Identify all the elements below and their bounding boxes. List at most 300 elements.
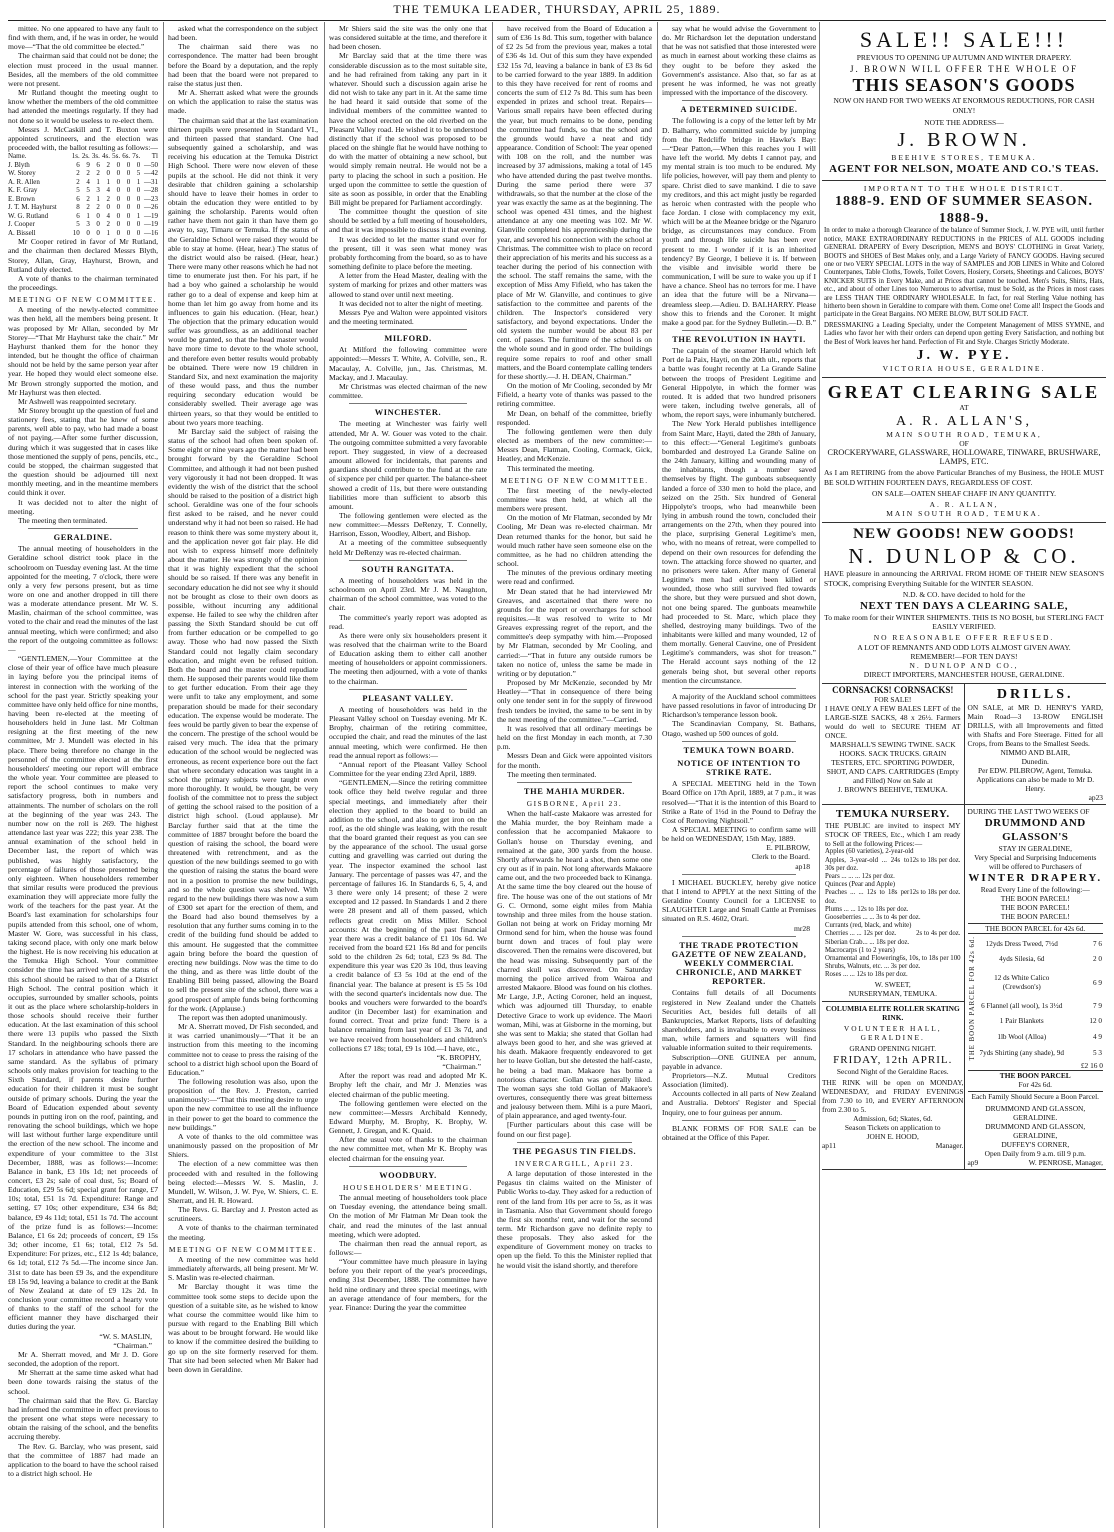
signature-line: “Chairman.” xyxy=(442,1062,481,1072)
paragraph: Mr Dean stated that he had interviewed Mr Greaves, and ascertained that there were no grounds for the report or overcharges for school requisites.—It was resolved to write to Mr Greaves expressing regret of the report, and the committee's deep sympathy with him.—Proposed by Mr Flatman, seconded by Mr Cooling, and carried:—“That in future any outside rumors be taken no notice of, unless the same be made in writing or by deputation.” xyxy=(497,586,652,678)
paragraph: After the report was read and adopted Mr K. Brophy left the chair, and Mr J. Menzies was elected chairman of the public meeting. xyxy=(329,1071,487,1099)
paragraph: The first meeting of the newly-elected committee was then held, at which all the members were present. xyxy=(497,485,652,514)
ballot-cell: 2 xyxy=(76,169,80,178)
boon-parcel-row xyxy=(977,967,1104,998)
signature-line: “W. S. MASLIN, xyxy=(99,1331,152,1341)
allan-body: As I am RETIRING from the above Particular Branches of my Business, the HOLE MUST BE SOLD WITHIN FOURTEEN DAYS, REGARDLESS OF COST. xyxy=(824,468,1104,487)
ballot-row xyxy=(8,195,158,204)
paragraph: The meeting then terminated. xyxy=(507,769,597,779)
paragraph: The meeting at Winchester was fairly well attended, Mr A. W. Gouer was voted to the chair. The outgoing committee submitted a very favorable report. They suggested, in view of a decreased amount allowed for incidentals, that parents and guardians should contribute to the fund at the rate of sixpence per child per quarter. The balance-sheet showed a credit of 11s, but there were outstanding liabilities more than sufficient to absorb this amount. xyxy=(329,419,487,511)
drummond-open: Open Daily from 9 a.m. till 9 p.m. xyxy=(984,1148,1086,1158)
paragraph: A vote of thanks to the chairman terminated the meeting. xyxy=(168,1223,318,1242)
paragraph: Messrs Pye and Walton were appointed visitors and the meeting terminated. xyxy=(329,307,487,326)
ballot-cell: A. R. Allen xyxy=(8,177,40,186)
drummond-body: Very Special and Surprising Inducements will be offered to Purchasers of xyxy=(974,853,1097,872)
nursery-body: THE PUBLIC are invited to inspect MY STOCK OF TREES, Etc., which I am ready to Sell at the following Prices:— xyxy=(825,821,961,849)
dunlop-refused: NO REASONABLE OFFER REFUSED. xyxy=(873,633,1055,643)
article-subheading: MEETING OF NEW COMMITTEE. xyxy=(500,475,649,485)
nursery-price-cell: Ornamental and Flowering Shrubs, Walnuts, etc. ... 3s per doz. xyxy=(825,955,921,971)
paragraph: say what he would advise the Government to do. Mr Richardson let the deputation understand that he was not satisfied that those interested were as much in earnest about working these claims as they ought to be before they asked the Government's assistance. Also that, so far as at present he was informed, he was not greatly impressed with the importance of the discovery. xyxy=(662,24,816,98)
nursery-price-row xyxy=(825,914,961,922)
dunlop-body: HAVE pleasure in announcing the ARRIVAL FROM HOME OF THEIR NEW SEASON'S STOCK, comprising Everything Suitable for the WINTER SEASON. xyxy=(824,569,1104,588)
dunlop-signature-address: DIRECT IMPORTERS, MANCHESTER HOUSE, GERALDINE. xyxy=(863,670,1065,680)
article-heading: WINCHESTER. xyxy=(374,408,442,418)
article-column-4 xyxy=(497,24,652,1528)
sale-name: J. BROWN. xyxy=(897,129,1031,152)
section-divider xyxy=(349,403,467,404)
ballot-row xyxy=(8,161,158,170)
article-heading: TEMUKA TOWN BOARD. xyxy=(683,745,795,755)
boon-each-family: Each Family Should Secure a Boon Parcel. xyxy=(968,1091,1104,1101)
ballot-cell: 0 xyxy=(106,169,110,178)
paragraph: The following is a copy of the letter left by Mr D. Balharry, who committed suicide by jumping from the Redcliffe bridge in Hawke's Bay:—“Dear Patton,—When this reaches you I will have left the world. My debts I cannot pay, and my mental strain is too much to be endured. My life policies, however, will pay them and plenty to spare. Christ died to save mankind. I die to save my creditors, and this act might justly be regarded as heroic when contrasted with the people who face Jordan. I close with complacency my exit, which will be at the Meanee bridge or the Ngaruro bridge, as circumstances may conduce. From youth and through life suicide has been ever present to me. I wonder if it is an inherited tendency? By George, I believe it is. If between the visible and invisible world there be communication, I will be sure to wake you up if I have a chance. Sheol has no terrors for me. I have an idea that the future will be a Nirvana—dreamless sleep.—Adieu. D. BALHARRY. Please show this to friends and the Coroner. It might make a good par. for the Sydney Bulletin.—D. B.” xyxy=(662,116,816,327)
paragraph: It was decided not to alter the night of meeting. xyxy=(8,497,158,516)
pye-body: In order to make a thorough Clearance of the balance of Summer Stock, J. W. PYE will, until further notice, MAKE EXTRAORDINARY REDUCTIONS in the PRICES of ALL GOODS including GENERAL DRAPERY of Every Description, MEN'S and BOYS' CLOTHING in Great Variety, BOOTS and SHOES of Best Makes only, and a Large Variety of FANCY GOODS. Having secured one or two VERY SPECIAL LOTS in the way of SAMPLES and JOB LINES in White and Colored Counterpanes, Table Cloths, Towels, Toilet Covers, Hosiery, Corsets, Sheetings and Calicoes, BOYS' KNICKER SUITS in Every Make, and at Prices that cannot be touched. Men's Suits, Shirts, Hats, etc., and about of other Lines too Numerous to advertise, must be Sold, as the Prices in most cases are LESS THAN THE ORDINARY WHOLESALE. In fact, for real Sterling Value nothing has hitherto been shown in Geraldine to compare with them. Come one! Come all! Inspect the Goods and participate in the Great Bargains. NO MERE BLOW, BUT SOLID FACT. xyxy=(824,227,1104,319)
article-column-2 xyxy=(168,24,318,1528)
section-divider xyxy=(682,741,796,742)
nursery-price-cell: Pears ... ... ... 12s per doz. xyxy=(825,872,895,880)
paragraph: A large deputation of those interested in the Pegasus tin claims waited on the Minister of Public Works to-day. They asked for a reduction of rent of the land from 10s per acre to 5s, as it was in Tasmania. Also that Government should forego the first six months' rent, and wait for the second term. Mr Richardson gave no definite reply to these proposals. They also asked for the expenditure of Government money on tracks to open up the field. To this the Minister replied that he would visit the island shortly, and therefore xyxy=(497,1169,652,1270)
paragraph: The chairman said there was no correspondence. The matter had been brought before the Board by a deputation, and the reply had been that the board were not prepared to raise the status just then. xyxy=(168,42,318,88)
paragraph: The annual meeting of householders took place on Tuesday evening, the attendance being small. On the motion of Mr Flatman Mr Dean took the chair, and read the minutes of the last annual meeting, which were adopted. xyxy=(329,1193,487,1239)
section-divider xyxy=(682,1120,796,1121)
allan-name: A. R. ALLAN'S, xyxy=(896,413,1032,429)
column-rule xyxy=(492,22,493,1528)
ballot-cell: 0 xyxy=(126,186,131,195)
drills-signature-place: Dunedin. xyxy=(1021,757,1049,767)
nursery-price-cell: 12s to 18s per doz. xyxy=(909,856,961,864)
cornsacks-forsale: FOR SALE! xyxy=(874,695,912,705)
signature-line: “K. BROPHY, xyxy=(436,1052,481,1062)
boon-parcel-table xyxy=(977,936,1104,1060)
ballot-cell: —50 xyxy=(144,160,158,169)
ballot-cell: 0 xyxy=(106,203,110,212)
masthead-rule xyxy=(8,20,1106,21)
sale-headline: SALE!! SALE!!! xyxy=(859,27,1069,52)
paragraph: The captain of the steamer Harold which left Port de la Paix, Hayti, on the 20th ult., reports that a battle was fought recently at La Grande Saline between the troops of President Legitime and General Hippolyte, in which the former was routed. It is added that two hundred prisoners were taken, including twelve generals, all of whom, the report says, were inhumanly butchered. xyxy=(662,346,816,420)
ballot-cell: 1 xyxy=(136,211,141,220)
nursery-price-cell: Siberian Crab... ... 18s per doz. xyxy=(825,938,910,946)
dunlop-ad xyxy=(822,523,1106,684)
nursery-price-cell: Macrocarps (1 to 2 years) xyxy=(825,946,895,954)
ballot-row xyxy=(8,178,158,187)
skating-season: Season Tickets on application to xyxy=(844,1122,941,1132)
article-column-1 xyxy=(8,24,158,1528)
nursery-price-row xyxy=(825,881,961,889)
nursery-column xyxy=(822,805,964,1168)
nursery-signature: W. SWEET, xyxy=(874,979,911,989)
dunlop-remember: REMEMBER!—FOR TEN DAYS! xyxy=(910,651,1018,661)
ballot-cell: 0 xyxy=(116,186,121,195)
paragraph: [Further particulars about this case will be found on our first page]. xyxy=(497,1120,652,1139)
sale-now: NOW ON HAND FOR TWO WEEKS AT ENORMOUS REDUCTIONS, FOR CASH ONLY! xyxy=(833,96,1095,115)
ballot-cell: 0 xyxy=(116,177,121,186)
nursery-price-cell: 12s to 18s per doz. xyxy=(909,889,961,897)
section-divider xyxy=(682,100,796,101)
paragraph: As there were only six householders present it was resolved that the chairman write to the Board of Education asking them to either call another meeting of householders or appoint commissioners. The meeting then adjourned, with a vote of thanks to the chairman. xyxy=(329,630,487,686)
nursery-price-list xyxy=(825,848,961,979)
pye-season: 1888-9. END OF SUMMER SEASON. 1888-9. xyxy=(835,194,1093,227)
cornsacks-ad xyxy=(822,684,964,804)
skating-ad xyxy=(822,1001,964,1150)
section-divider xyxy=(682,936,796,937)
nursery-title: TEMUKA NURSERY. xyxy=(835,808,950,821)
skating-admission: Admission, 6d; Skates, 6d. xyxy=(853,1113,933,1123)
paragraph: “Annual report of the Pleasant Valley School Committee for the year ending 23rd April, 1889. xyxy=(329,759,487,779)
article-heading: A DETERMINED SUICIDE. xyxy=(680,105,798,115)
nursery-price-cell: Gooseberries ... ... 3s to 4s per doz. xyxy=(825,914,921,921)
drummond-read: Read Every Line of the following:— xyxy=(980,885,1090,895)
paragraph: Subscription—ONE GUINEA per annum, payable in advance. xyxy=(662,1052,816,1071)
ballot-cell: 0 xyxy=(116,228,121,237)
drummond-corner: DUFFEY'S CORNER, xyxy=(1001,1139,1070,1149)
ballot-header-cell: Tl xyxy=(151,152,158,161)
paragraph: A SPECIAL MEETING held in the Town Board Office on 17th April, 1889, at 7 p.m., it was resolved—“That it is the intention of this Board to Strike a Rate of 1½d in the Pound to Defray the Cost of Removing Nightsoil.” xyxy=(662,779,816,825)
ballot-cell: 5 xyxy=(86,186,90,195)
ballot-cell: —23 xyxy=(144,194,158,203)
drummond-signature-2: DRUMMOND AND GLASSON, xyxy=(985,1121,1086,1131)
cornsacks-signature: J. BROWN'S BEEHIVE, TEMUKA. xyxy=(837,785,948,795)
brown-sale-ad xyxy=(822,24,1106,181)
article-heading: PLEASANT VALLEY. xyxy=(362,693,454,703)
nursery-price-cell: Apples (60 varieties), 2-year-old xyxy=(825,848,914,856)
ballot-cell: 1 xyxy=(96,177,100,186)
ballot-cell: 0 xyxy=(136,228,141,237)
ballot-cell: 3 xyxy=(86,220,90,229)
paragraph: A majority of the Auckland school committees have passed resolutions in favor of introducing Dr Richardson's temperance lesson book. xyxy=(662,691,816,720)
allan-ad xyxy=(822,378,1106,523)
ballot-cell: 0 xyxy=(126,203,131,212)
boon-price: For 42s 6d. xyxy=(1018,1079,1052,1089)
paragraph: The minutes of the previous ordinary meeting were read and confirmed. xyxy=(497,568,652,587)
ballot-cell: W. G. Rutland xyxy=(8,211,49,220)
drummond-manager: W. PENROSE, Manager, xyxy=(1028,1157,1103,1167)
cornsacks-body: I HAVE ONLY A FEW BALES LEFT of the LARGE-SIZE SACKS, 48 x 26½. Farmers would do well to SECURE THEM AT ONCE. xyxy=(825,704,961,741)
drummond-stay: STAY IN GERALDINE, xyxy=(998,844,1072,854)
skating-grand: GRAND OPENING NIGHT. xyxy=(849,1043,937,1053)
ballot-cell: 0 xyxy=(126,228,131,237)
ballot-cell: 9 xyxy=(86,160,90,169)
boon-parcel-row xyxy=(977,952,1104,968)
boon-price-cell: 12 0 xyxy=(1089,1017,1102,1026)
ballot-cell: 10 xyxy=(72,228,80,237)
boon-item: 6 Flannel (all wool), 1s 3½d xyxy=(981,1001,1063,1010)
paragraph: It was decided to let the matter stand over for the present, till it was seen what money was probably forthcoming from the board, so as to have something definite to place before the meeting. xyxy=(329,234,487,272)
paragraph: asked what the correspondence on the subject had been. xyxy=(168,24,318,43)
article-column-3 xyxy=(329,24,487,1528)
ballot-cell: 1 xyxy=(96,194,100,203)
article-heading: THE PEGASUS TIN FIELDS. xyxy=(512,1146,637,1156)
drummond-signature: DRUMMOND AND GLASSON, xyxy=(985,1103,1086,1113)
paragraph: The chairman then read the annual report, as follows:— xyxy=(329,1238,487,1257)
paragraph: Messrs Dean and Gick were appointed visitors for the month. xyxy=(497,751,652,770)
ballot-cell: 0 xyxy=(136,186,141,195)
nursery-price-row xyxy=(825,848,961,856)
allan-goods: CROCKERYWARE, GLASSWARE, HOLLOWARE, TINWARE, BRUSHWARE, LAMPS, ETC. xyxy=(827,447,1101,467)
ballot-header-cell: 7s. xyxy=(132,152,141,161)
nursery-price-cell: Cherries ... ... 12s per doz. xyxy=(825,930,897,938)
drummond-ad xyxy=(964,805,1107,1168)
skating-code: ap11 xyxy=(822,1140,837,1150)
ballot-cell: 4 xyxy=(106,211,110,220)
paragraph: Mr A. Sherratt moved, and Mr J. D. Gore seconded, the adoption of the report. xyxy=(8,1349,158,1369)
allan-address: MAIN SOUTH ROAD, TEMUKA, xyxy=(886,429,1042,439)
nursery-price-cell: Peaches ... ... 12s to 18s per doz. xyxy=(825,889,910,905)
signature-line: E. PILBROW, xyxy=(766,843,810,853)
article-subheading: MEETING OF NEW COMMITTEE. xyxy=(8,295,158,305)
paragraph: Proposed by Mr McKenzie, seconded by Mr Heatley—“That in consequence of there being only one tender sent in for the supply of firewood fresh tenders be invited, the same to be sent in by the next meeting of the committee.”—Carried. xyxy=(497,678,652,724)
ballot-cell: 4 xyxy=(86,177,90,186)
boon-total: £2 16 0 xyxy=(1080,1060,1103,1070)
ballot-cell: 0 xyxy=(136,160,141,169)
ballot-cell: 4 xyxy=(106,186,110,195)
article-heading: GERALDINE. xyxy=(53,533,113,543)
drills-ad xyxy=(964,684,1107,804)
paragraph: The meeting then terminated. xyxy=(18,515,108,525)
skating-second: Second Night of the Geraldine Races. xyxy=(836,1066,949,1076)
article-heading: WOODBURY. xyxy=(379,1170,437,1180)
ballot-cell: 1 xyxy=(106,177,110,186)
article-heading: MILFORD. xyxy=(384,334,432,344)
ballot-cell: 2 xyxy=(106,160,110,169)
nursery-price-cell: Apples, 3-year-old ... 24s to 30s per doz. xyxy=(825,856,910,872)
section-divider xyxy=(349,560,467,561)
ballot-cell: 2 xyxy=(96,169,100,178)
ballot-cell: J. Blyth xyxy=(8,160,30,169)
dunlop-name: N. DUNLOP & CO. xyxy=(848,544,1080,569)
ballot-cell: —26 xyxy=(144,203,158,212)
dunlop-room: To make room for their WINTER SHIPMENTS. THIS IS NO BOSH, but STERLING FACT EASILY VERIFIED. xyxy=(824,612,1104,632)
boon-parcel-row xyxy=(977,936,1104,952)
ballot-cell: 0 xyxy=(126,220,131,229)
pye-address: VICTORIA HOUSE, GERALDINE. xyxy=(882,364,1046,374)
ballot-cell: 0 xyxy=(116,211,121,220)
article-subheading: MEETING OF NEW COMMITTEE. xyxy=(168,1244,318,1254)
paragraph: This terminated the meeting. xyxy=(507,463,595,473)
ballot-cell: 2 xyxy=(86,169,90,178)
paragraph: Mr Barclay said the subject of raising the status of the school had often been spoken of. Some eight or nine years ago the matter had been brought forward by the Geraldine School Committee, and although it had not been pushed very vigorously it had not been dropped. It was evidently the wish of the district that the school should be raised to the position of a district high school. Geraldine was one of the four schools first asked to be raised, and he never could understand why it had not been so raised. He had reason to think there was some mystery about it, and the application never got fair play. He did not wish to express himself more definitely about the matter. He was strongly of the opinion that it was highly expedient that the school should be so raised. If there was any benefit in secondary education he did not see why it should not be brought as close to their own doors as possible, without incurring any additional expense. He failed to see why the children after passing the Sixth Standard should be cut off from further education or be compelled to go away. Those who had now passed the Sixth Standard could not legally claim secondary education, and might even be refused tuition. Both the board and the master could repudiate them. He supposed their parents would like them to get further education. From their age they were unfit to take any employment, and some preparation should be made for their secondary education. The expense would be moderate. The fees would be partly given to bear the expense of the concern. The prestige of the school would be raised very much. The idea that the primary education of the school would be neglected was erroneous, as recent experience bore out the fact that where secondary education was taught in a school the primary subjects were taught even more thoroughly. It would, be thought, be very foolish of the committee not to press the subject of getting the school raised to the position of a district high school. (Loud applause). Mr Barclay further said that at the time the committee of 1887 brought before the board the question of raising the school, the board were threatened with retrenchment, and as the question of the new buildings seemed to go with the question of raising the status the board were not in a position to promise the new buildings, and so the whole question was shelved. With regard to the new buildings there was now a sum of £300 set apart for the erection of them, and the Board had also bound themselves by a resolution that any further sums coming in to the credit of the building fund should be added to this amount. He suggested that the committee again bring before the board the question of erecting new buildings. Now was the time to do the thing, and as there was little doubt of the Enabling Bill being passed, allowing the Board to sell the present site of the school, there was a good prospect of ample funds being forthcoming for the work. (Applause.) xyxy=(168,426,318,1013)
paragraph: Mr Rutland thought the meeting ought to know whether the members of the old committee had attended the meetings regularly. If they had not done so it would be useless to re-elect them. xyxy=(8,88,158,125)
boon-price-cell: 6 9 xyxy=(1093,978,1102,987)
section-divider xyxy=(349,329,467,330)
ballot-cell: 0 xyxy=(116,169,121,178)
paragraph: Mr Sherratt at the same time asked what had been done towards raising the status of the school. xyxy=(8,1368,158,1396)
ballot-cell: 0 xyxy=(96,228,100,237)
paragraph: The report was then adopted unanimously. xyxy=(178,1012,307,1022)
paragraph: A vote of thanks to the old committee was unanimously passed on the proposition of Mr Shiers. xyxy=(168,1131,318,1160)
section-divider xyxy=(517,1142,632,1143)
paragraph: A meeting of householders was held in the Pleasant Valley school on Tuesday evening. Mr K. Brophy, chairman of the retiring committee, occupied the chair, and read the minutes of the last annual meeting, which were confirmed. He then read the annual report as follows:— xyxy=(329,704,487,760)
ballot-cell: E. Brown xyxy=(8,194,35,203)
paragraph: BLANK FORMS OF FOR SALE can be obtained at the Office of this Paper. xyxy=(662,1123,816,1142)
ballot-cell: 5 xyxy=(76,186,80,195)
drummond-code: ap9 xyxy=(967,1157,979,1167)
paragraph: The following gentlemen were elected on the new committee:—Messrs Archibald Kennedy, Edward Murphy, M. Brophy, K. Brophy, W. Gennett, J. Gregan, and K. Quaid. xyxy=(329,1098,487,1136)
ballot-cell: 2 xyxy=(96,203,100,212)
ballot-cell: 0 xyxy=(116,194,121,203)
ballot-cell: 0 xyxy=(136,194,141,203)
article-heading: THE REVOLUTION IN HAYTI. xyxy=(672,335,806,344)
article-heading: SOUTH RANGITATA. xyxy=(361,564,455,574)
boon-line-3: THE BOON PARCEL! xyxy=(1000,912,1070,922)
cornsacks-items: MARSHALL'S SEWING TWINE. SACK HOOKS. SACK TRUCKS. GRAIN TESTERS, ETC. SPORTING POWDER, SHOT, AND CAPS. CARTRIDGES (Empty and Filled) Now on Sale at xyxy=(826,740,959,786)
sale-note: NOTE THE ADDRESS— xyxy=(924,117,1004,127)
boon-item: 4yds Silesia, 6d xyxy=(999,955,1045,964)
drills-agent: Per EDW. PILBROW, Agent, Temuka. xyxy=(977,766,1093,776)
dunlop-signature: N. DUNLOP AND CO., xyxy=(909,660,1019,670)
ballot-results-table xyxy=(8,152,158,237)
drills-code: ap23 xyxy=(1088,793,1103,803)
column-rule xyxy=(819,22,820,1528)
boon-item: 12yds Dress Tweed, 7½d xyxy=(985,939,1058,948)
paragraph: I MICHAEL BUCKLEY, hereby give notice that I intend to APPLY at the next Sitting of the Geraldine County Council for a LICENSE to SLAUGHTER Large and Small Cattle at Premises situated on R.S. 4602, Orari. xyxy=(662,877,816,924)
ballot-cell: 5 xyxy=(76,220,80,229)
ads-row-cornsacks-drills xyxy=(822,684,1106,805)
article-heading: NOTICE OF INTENTION TO STRIKE RATE. xyxy=(677,758,801,778)
paragraph: Messrs J. McCaskill and T. Buxton were appointed scrutineers, and the election was proceeded with, the ballot resulting as follows:— xyxy=(8,124,158,153)
ballot-row xyxy=(8,212,158,221)
paragraph: The chairman said that could not be done; the election must proceed in the usual manner. Besides, all the members of the old committee were not present. xyxy=(8,51,158,88)
paragraph: A SPECIAL MEETING to confirm same will be held on WEDNESDAY, 15th May, 1889. xyxy=(662,824,816,844)
paragraph: On the motion of Mr Cooling, seconded by Mr Fifield, a hearty vote of thanks was passed to the retiring committee. xyxy=(497,381,652,409)
boon-price-cell: 2 0 xyxy=(1093,955,1102,964)
ballot-cell: 0 xyxy=(116,220,121,229)
drummond-name: DRUMMOND AND GLASSON'S xyxy=(984,817,1086,844)
nursery-price-cell: Quinces (Pear and Apple) xyxy=(825,881,896,889)
masthead: THE TEMUKA LEADER, THURSDAY, APRIL 25, 1889. xyxy=(393,2,721,16)
paragraph: Contains full details of all Documents registered in New Zealand under the Chattels Securities Act, besides full details of all Bankruptcies, Market Reports, lists of defaulting shareholders, and is invaluable to every business man, while farmers and squatters will find valuable information suited to their requirements. xyxy=(662,988,816,1053)
nursery-price-row xyxy=(825,922,961,930)
section-divider xyxy=(682,874,796,875)
ballot-cell: 1 xyxy=(106,228,110,237)
paragraph: The committee thought the question of site should be settled by a full meeting of householders, and that it was impossible to discuss it that evening. xyxy=(329,207,487,235)
boon-item: 1 Pair Blankets xyxy=(999,1017,1044,1026)
nursery-price-row xyxy=(825,947,961,955)
paragraph: Mr Christmas was elected chairman of the new committee. xyxy=(329,381,487,401)
paragraph: The following gentlemen were elected as the new committee:—Messrs DeRenzy, T. Connelly, Harrison, Esson, Woodley, Albert, and Bishop. xyxy=(329,510,487,539)
sale-agent: AGENT FOR NELSON, MOATE AND CO.'S TEAS. xyxy=(829,163,1099,176)
ballot-cell: 2 xyxy=(86,203,90,212)
sale-offer: J. BROWN WILL OFFER THE WHOLE OF xyxy=(850,64,1078,75)
boon-item: 1lb Wool (Alloa) xyxy=(997,1032,1047,1041)
boon-line-2: THE BOON PARCEL! xyxy=(1000,903,1070,913)
ballot-row xyxy=(8,229,158,238)
drills-body: ON SALE, at MR D. HENRY'S YARD, Main Road—3 13-ROW ENGLISH DRILLS, with all Improvements and fitted with Shafts and Fore Steerage. Fitted for all Crops, from Beans to the Smallest Seeds. xyxy=(967,703,1103,749)
paragraph: Mr Barclay said that at the time there was considerable discussion as to the most suitable site, and he had refrained from taking any part in it whatever. Should such a discussion again arise he did not wish to take any part in it. At the same time he had heard it said outside that some of the individual members of the committee wanted to have the school erected on the old riverbed on the Pleasant Valley road. He wished it to be understood distinctly that if the school was proposed to be placed on the shingle flat he would have nothing to do with the matter of obtaining a new school, but would simply remain neutral. He would not be a party to placing the school in such a position. He urged upon the committee to settle the question of site as soon as possible, in order that the Enabling Bill might be prepared for Parliament accordingly. xyxy=(329,51,487,207)
paragraph: The Rev. G. Barclay, who was present, said that the committee of 1887 had made an application to the board to have the school raised to a district high school. He xyxy=(8,1441,158,1478)
nursery-price-row xyxy=(825,971,961,979)
ballot-cell: 0 xyxy=(126,169,131,178)
nursery-signature-title: NURSERYMAN, TEMUKA. xyxy=(848,988,937,998)
ballot-cell: 0 xyxy=(116,160,121,169)
allan-signature: A. R. ALLAN, xyxy=(929,499,999,509)
column-rule xyxy=(163,22,164,1528)
ballot-cell: 1 xyxy=(136,177,141,186)
ballot-cell: 2 xyxy=(106,194,110,203)
column-rule xyxy=(324,22,325,1528)
nursery-price-cell: Roses ... ... 12s to 18s per doz. xyxy=(825,971,908,979)
ballot-header-row xyxy=(8,152,158,161)
paragraph: The Scandinavian Company, St. Bathans, Otago, washed up 500 ounces of gold. xyxy=(662,719,816,738)
article-column-5 xyxy=(662,24,816,1528)
paragraph: A vote of thanks to the chairman terminated the proceedings. xyxy=(8,273,158,292)
boon-price-cell: 7 6 xyxy=(1093,939,1102,948)
ballot-cell: A. Bissell xyxy=(8,228,36,237)
paragraph: After the usual vote of thanks to the chairman the new committee met, when Mr K. Brophy was elected chairman for the ensuing year. xyxy=(329,1135,487,1163)
ballot-cell: 0 xyxy=(126,160,131,169)
section-divider xyxy=(349,1166,467,1167)
skating-signature: JOHN E. HOOD, xyxy=(866,1131,919,1141)
ballot-cell: J. T. M. Hayhurst xyxy=(8,203,57,212)
paragraph: The following gentlemen were then duly elected as members of the new committee:—Messrs Dean, Flatman, Cooling, Cormack, Gick, Heatley, and McKenzie. xyxy=(497,426,652,464)
ballot-cell: 0 xyxy=(126,194,131,203)
section-divider xyxy=(28,528,138,529)
ballot-cell: 0 xyxy=(126,211,131,220)
paragraph: The annual meeting of householders in the Geraldine school district took place in the schoolroom on Tuesday evening last. At the time appointed for the meeting, 7 o'clock, there were only a very few persons present, but as time wore on one and another dropped in till there was a moderate attendance present. Mr W. S. Maslin, chairman of the school committee, was voted to the chair and read the minutes of the last annual meeting, which were confirmed; and also the report of the outgoing committee as follows:— xyxy=(8,544,158,654)
ballot-cell: 2 xyxy=(76,177,80,186)
ballot-cell: 0 xyxy=(136,220,141,229)
skating-title: COLUMBIA ELITE ROLLER SKATING RINK. xyxy=(825,1003,960,1022)
skating-date: FRIDAY, 12th APRIL. xyxy=(833,1053,953,1066)
signature-line: ap18 xyxy=(795,861,810,871)
pye-important: IMPORTANT TO THE WHOLE DISTRICT. xyxy=(863,184,1065,194)
ballot-cell: K. F. Gray xyxy=(8,186,38,195)
nursery-price-cell: 6s, 10s, to 18s per 100 xyxy=(899,955,961,963)
paragraph: mittee. No one appeared to have any fault to find with them, and, if he was in order, he would move—“That the old committee be elected.” xyxy=(8,24,158,52)
boon-price-cell: 4 9 xyxy=(1093,1032,1102,1041)
sale-goods: THIS SEASON'S GOODS xyxy=(852,75,1076,96)
allan-signature-address: MAIN SOUTH ROAD, TEMUKA. xyxy=(886,509,1042,519)
ballot-cell: —19 xyxy=(144,220,158,229)
paragraph: Mr Dean, on behalf of the committee, briefly responded. xyxy=(497,408,652,427)
section-divider xyxy=(682,330,796,331)
allan-of: OF xyxy=(959,438,969,448)
ballot-cell: —19 xyxy=(144,211,158,220)
ballot-row xyxy=(8,169,158,178)
boon-final: THE BOON PARCEL xyxy=(968,1070,1104,1080)
ballot-cell: —31 xyxy=(144,177,158,186)
ads-row-nursery-drummond xyxy=(822,805,1106,1169)
ballot-cell: 0 xyxy=(86,228,90,237)
paragraph: Accounts collected in all parts of New Zealand and Australia. Debtors' Register and Special Inquiry, one to four guineas per annum. xyxy=(662,1089,816,1117)
ballot-cell: 0 xyxy=(126,177,131,186)
article-heading: THE MAHIA MURDER. xyxy=(523,786,626,796)
ballot-cell: 5 xyxy=(136,169,141,178)
paragraph: Mr A. Sherratt moved, Dr Fish seconded, and it was carried unanimously—“That it be an instruction from this meeting to the incoming committee not to cease to press the raising of the school to a district high school upon the Board of Education.” xyxy=(168,1022,318,1077)
drills-applications: Applications can also be made to Mr D. Henry. xyxy=(976,775,1095,794)
ballot-cell: 3 xyxy=(96,186,100,195)
paragraph: Mr A. Sherratt asked what were the grounds on which the application to raise the status was made. xyxy=(168,88,318,116)
ballot-cell: 2 xyxy=(106,220,110,229)
drummond-during: DURING THE LAST TWO WEEKS OF xyxy=(967,807,1090,817)
sale-subhead: PREVIOUS TO OPENING UP AUTUMN AND WINTER DRAPERY. xyxy=(856,53,1072,62)
paragraph: A meeting of the newly-elected committee was then held, all the members being present. It was proposed by Mr Allan, seconded by Mr Storey—“That Mr Hayhurst take the chair.” Mr Hayhurst thanked them for the honor they intended, but he thought the office of chairman should not be held by the same person year after year. He hoped they would elect someone else. Mr Brown strongly supported the motion, and Mr Hayhurst was then elected. xyxy=(8,305,158,397)
ballot-header-cell: 1s. xyxy=(71,152,80,161)
paragraph: It was resolved that all ordinary meetings be held on the first Monday in each month, at 7.30 p.m. xyxy=(497,723,652,752)
ballot-cell: 6 xyxy=(76,211,80,220)
paragraph: The Revs. G. Barclay and J. Preston acted as scrutineers. xyxy=(168,1205,318,1224)
ballot-cell: 6 xyxy=(96,160,100,169)
boon-parcel-head: THE BOON PARCEL for 42s 6d. xyxy=(968,923,1104,934)
boon-parcel-row xyxy=(977,1014,1104,1030)
dunlop-title: NEW GOODS! NEW GOODS! xyxy=(853,526,1075,543)
drummond-signature-place-2: GERALDINE, xyxy=(1013,1130,1058,1140)
paragraph: Proprietors—N.Z. Mutual Creditors Association (limited). xyxy=(662,1070,816,1090)
paragraph: The chairman said that the Rev. G. Barclay had informed the committee in effect previous to the present one what steps were necessary to obtain the raising of the school, and the benefits accruing thereby. xyxy=(8,1395,158,1442)
pye-ad xyxy=(822,181,1106,378)
paragraph: Mr Storey brought up the question of fuel and stationery fees, stating that he knew of some parents, well able to pay, who had made a boast of not paying.—After some further discussion, during which it was suggested that in cases like those mentioned the supply of pens, pencils, etc., could be stopped, the chairman suggested that the question should be adjourned till next monthly meeting, and in the meantime members could think it over. xyxy=(8,406,158,498)
nursery-price-row xyxy=(825,906,961,914)
